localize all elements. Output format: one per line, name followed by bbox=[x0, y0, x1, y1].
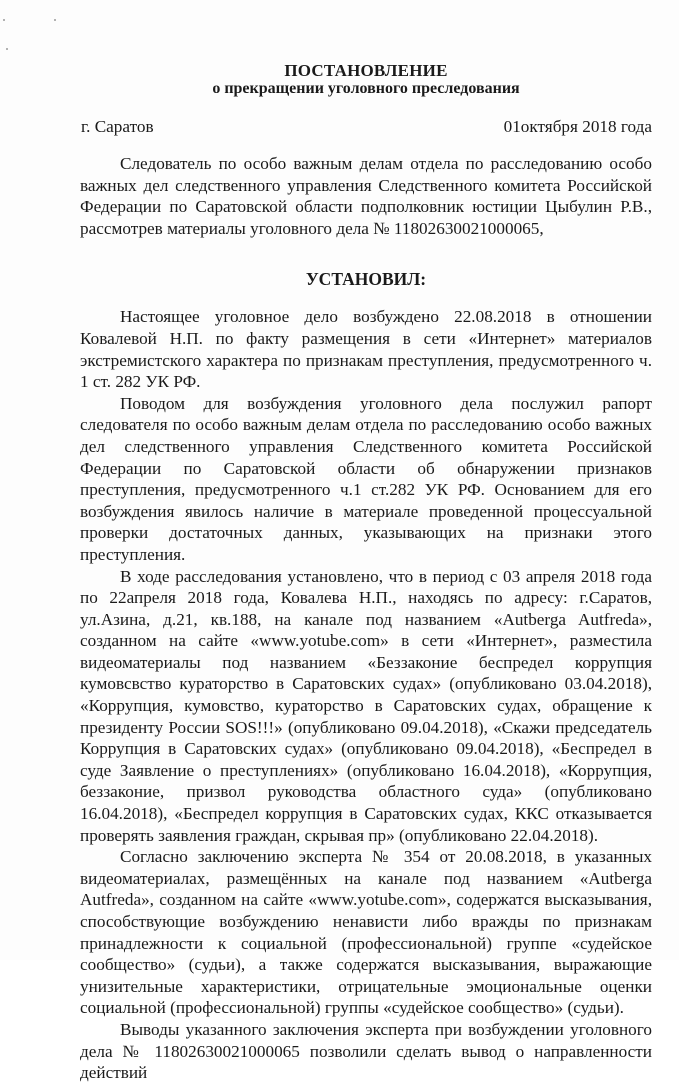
date: 01октября 2018 года bbox=[503, 117, 652, 136]
paragraph: Настоящее уголовное дело возбуждено 22.08.2018 в отношении Ковалевой Н.П. по факту размещения в сети «Интернет» материалов экстремистского характера по признакам преступления, предусмотренного ч. 1 ст. 282 УК РФ. bbox=[80, 307, 652, 392]
paragraph: Согласно заключению эксперта № 354 от 20.08.2018, в указанных видеоматериалах, размещённых на канале под названием «Autberga Autfreda», созданном на сайте «www.yotube.com», содержатся высказывания, способствующие возбуждению ненависти либо вражды по признакам принадлежности к социальной (профессиональной) группе «судейское сообщество» (судьи), а также содержатся высказывания, выражающие унизительные характеристики, отрицательные эмоциональные оценки социальной (профессиональной) группы «судейское сообщество» (судьи). bbox=[80, 847, 652, 1018]
place: г. Саратов bbox=[81, 117, 154, 136]
scan-speck bbox=[3, 19, 5, 21]
document-title: ПОСТАНОВЛЕНИЕ bbox=[284, 61, 448, 80]
document-body bbox=[80, 62, 652, 1084]
paragraph: Выводы указанного заключения эксперта при возбуждении уголовного дела № 11802630021000065 позволили сделать вывод о направленности действий bbox=[80, 1019, 652, 1083]
section-title: УСТАНОВИЛ: bbox=[305, 269, 427, 290]
intro-paragraph: Следователь по особо важным делам отдела по расследованию особо важных дел следственного управления Следственного комитета Российской Федерации по Саратовской области подполковник юстиции Цыбулин Р.В., рассмотрев материалы уголовного дела № 11802630021000065, bbox=[80, 154, 652, 238]
scan-speck bbox=[54, 19, 56, 21]
place-date-line bbox=[80, 117, 652, 137]
scan-speck bbox=[6, 48, 8, 50]
paragraph: В ходе расследования установлено, что в период с 03 апреля 2018 года по 22апреля 2018 года, Ковалева Н.П., находясь по адресу: г.Саратов, ул.Азина, д.21, кв.188, на канале под названием «Autberga Autfreda», созданном на сайте «www.yotube.com» в сети «Интернет», разместила видеоматериалы под названием «Беззаконие беспредел коррупция кумовсвство кураторство в Саратовских судах» (опубликовано 03.04.2018), «Коррупция, кумовство, кураторство в Саратовских судах, обращение к президенту России SOS!!!» (опубликовано 09.04.2018), «Скажи председатель Коррупция в Саратовских судах» (опубликовано 09.04.2018), «Беспредел в суде Заявление о преступлениях» (опубликовано 16.04.2018), «Коррупция, беззаконие, призвол руководства областного суда» (опубликовано 16.04.2018), «Беспредел коррупция в Саратовских судах, ККС отказывается проверять заявления граждан, скрывая пр» (опубликовано 22.04.2018). bbox=[80, 566, 652, 845]
document-subtitle: о прекращении уголовного преследования bbox=[212, 80, 520, 97]
paragraph: Поводом для возбуждения уголовного дела послужил рапорт следователя по особо важным делам отдела по расследованию особо важных дел следственного управления Следственного комитета Российской Федерации по Саратовской области об обнаружении признаков преступления, предусмотренного ч.1 ст.282 УК РФ. Основанием для его возбуждения явилось наличие в материале проведенной процессуальной проверки достаточных данных, указывающих на признаки этого преступления. bbox=[80, 393, 652, 564]
